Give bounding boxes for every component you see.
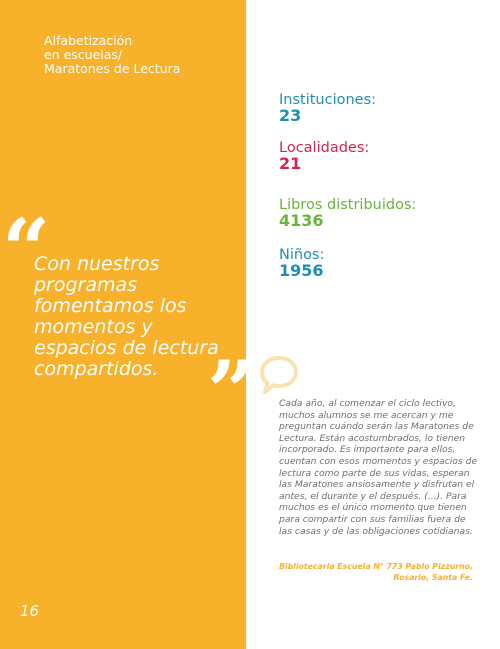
stat-value: 4136	[279, 211, 324, 230]
section-title	[44, 34, 180, 76]
attribution-line-2: Rosario, Santa Fe.	[393, 573, 473, 582]
open-quote-mark: “	[2, 200, 45, 299]
stat-libros-distribuidos	[279, 197, 416, 229]
section-title-line-1: Alfabetización	[44, 33, 133, 48]
close-quote-mark: ”	[207, 342, 250, 441]
stat-value: 1956	[279, 261, 324, 280]
stat-localidades	[279, 140, 369, 172]
stat-label: Instituciones:	[279, 92, 377, 108]
speech-bubble-icon	[256, 352, 302, 398]
stat-value: 21	[279, 154, 302, 173]
section-title-line-2: en escuelas/	[44, 47, 123, 62]
testimonial-text: Cada año, al comenzar el ciclo lectivo, muchos alumnos se me acercan y me preguntan cuándo serán las Maratones de Lectura. Están acostumbrados, lo tienen incorporado. Es importante para ellos, cuentan con esos momentos y espacios de lectura como parte de sus vidas, esperan las Maratones ansiosamente y disfrutan el antes, el durante y el después. (...). Para muchos es el único momento que tienen para compartir con sus familias fuera de las casas y de las obligaciones cotidianas.	[279, 398, 478, 537]
stat-ninos	[279, 247, 324, 279]
pull-quote: Con nuestros programas fomentamos los momentos y espacios de lectura compartidos.	[34, 253, 219, 380]
stat-label: Localidades:	[279, 140, 370, 156]
stat-label: Libros distribuidos:	[279, 197, 417, 213]
stat-instituciones	[279, 92, 376, 124]
stat-value: 23	[279, 106, 302, 125]
stat-label: Niños:	[279, 247, 325, 263]
attribution-line-1: Bibliotecaria Escuela N° 773 Pablo Pizzurno,	[278, 562, 473, 571]
section-title-line-3: Maratones de Lectura	[44, 61, 181, 76]
page-number: 16	[20, 602, 40, 620]
testimonial-attribution	[263, 561, 473, 583]
